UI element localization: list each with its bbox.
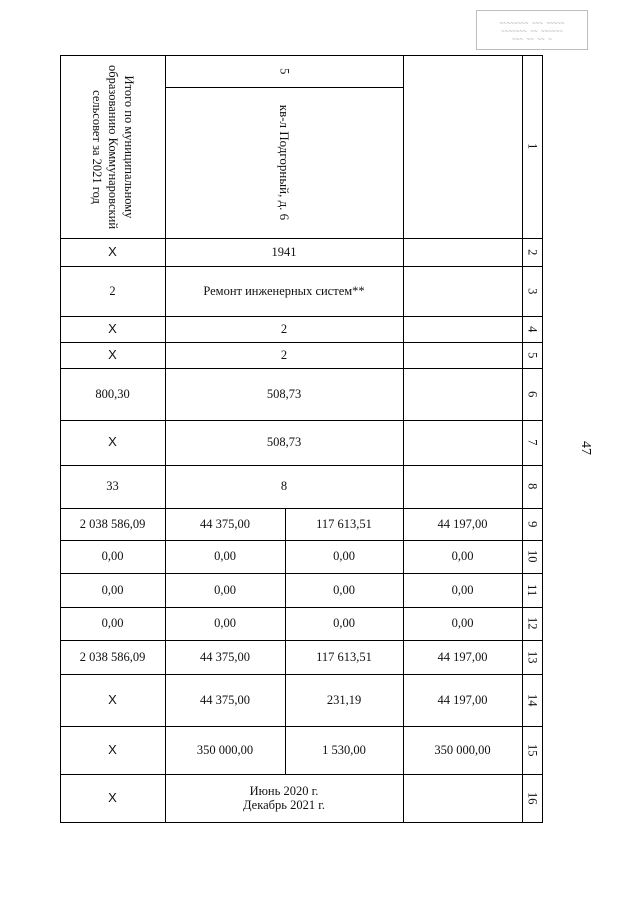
column-number-text: 2 [525, 248, 540, 256]
item-c10-a: 44 375,00 [200, 516, 250, 531]
column-number-text: 11 [525, 583, 540, 597]
total-c15: Х [108, 691, 117, 707]
item-c13-a: 0,00 [214, 616, 236, 631]
item-c12-b: 0,00 [333, 582, 355, 597]
column-number [522, 573, 542, 607]
column-number-text: 16 [525, 791, 540, 805]
column-number [522, 726, 542, 774]
column-number [522, 266, 542, 316]
item-c4: Ремонт инженерных систем** [203, 283, 365, 298]
total-c17: Х [108, 789, 117, 805]
total-c6: Х [108, 346, 117, 362]
table-col-border [542, 55, 543, 822]
item-c15-c: 44 197,00 [437, 692, 488, 707]
item-c10-b: 117 613,51 [316, 516, 372, 531]
column-number-text: 1 [525, 143, 540, 150]
item-c14-c: 44 197,00 [437, 649, 488, 664]
page-number: 47 [578, 441, 593, 455]
column-number [522, 342, 542, 368]
column-number-text: 4 [525, 325, 540, 333]
item-c14-b: 117 613,51 [316, 649, 372, 664]
column-number [522, 540, 542, 573]
column-number [522, 465, 542, 508]
item-c16-a: 350 000,00 [196, 742, 254, 757]
item-c7: 508,73 [266, 386, 302, 401]
total-c13: 0,00 [101, 616, 124, 631]
column-number [522, 640, 542, 674]
item-number [165, 55, 403, 87]
item-c13-c: 0,00 [451, 616, 474, 631]
total-c14: 2 038 586,09 [79, 649, 146, 664]
total-c7: 800,30 [95, 386, 130, 401]
item-c16-c: 350 000,00 [434, 742, 491, 757]
total-c11: 0,00 [101, 549, 124, 564]
total-c3: Х [108, 243, 117, 259]
item-c5: 2 [280, 321, 288, 336]
column-number [522, 420, 542, 465]
column-number-text: 10 [525, 550, 540, 563]
item-c11-a: 0,00 [214, 549, 236, 564]
total-c5: Х [108, 320, 117, 336]
total-c12: 0,00 [101, 582, 124, 597]
registration-stamp [476, 10, 588, 50]
total-c8: Х [108, 434, 117, 450]
column-number [522, 55, 542, 238]
column-number [522, 508, 542, 540]
item-c13-b: 0,00 [333, 616, 355, 631]
column-number [522, 774, 542, 822]
total-label-line: сельсовет за 2021 год [89, 89, 104, 204]
item-c10-c: 44 197,00 [437, 516, 488, 531]
item-c16-b: 1 530,00 [322, 742, 366, 757]
item-c14-a: 44 375,00 [200, 649, 250, 664]
table-row-border [60, 822, 543, 823]
stamp-line: ~~~~~ ~~~ ~~~~~~~~ [499, 19, 565, 26]
item-c17-line: Июнь 2020 г. [249, 783, 319, 798]
item-c11-b: 0,00 [333, 549, 355, 564]
item-c17-line: Декабрь 2021 г. [242, 798, 326, 812]
total-c10: 2 038 586,09 [79, 516, 146, 531]
column-number [522, 607, 542, 640]
column-number-text: 7 [525, 439, 540, 446]
total-c4: 2 [109, 283, 116, 298]
total-label-line: Итого по муниципальному [121, 75, 136, 218]
item-c3: 1941 [271, 244, 297, 259]
item-address [165, 87, 403, 238]
item-c12-c: 0,00 [451, 582, 474, 597]
column-number-text: 14 [525, 693, 540, 707]
column-number-text: 5 [525, 351, 540, 359]
item-c9: 8 [280, 479, 288, 494]
column-number-text: 15 [525, 743, 540, 757]
item-c8: 508,73 [266, 435, 302, 450]
column-number [522, 368, 542, 420]
column-number [522, 316, 542, 342]
item-c15-a: 44 375,00 [200, 692, 250, 707]
item-c6: 2 [280, 347, 288, 362]
total-c9: 33 [106, 479, 119, 494]
item-number-text: 5 [277, 67, 292, 75]
item-c17 [165, 774, 403, 822]
total-label-line: образованию Коммунаровский [105, 64, 120, 229]
column-number-text: 8 [525, 483, 540, 490]
total-row-label [60, 55, 165, 238]
column-number-text: 6 [525, 390, 540, 398]
column-number-text: 13 [525, 650, 540, 664]
column-number-text: 3 [525, 287, 540, 295]
column-number [522, 674, 542, 726]
column-number [522, 238, 542, 266]
total-c16: Х [108, 741, 117, 757]
item-c11-c: 0,00 [451, 549, 474, 564]
column-number-text: 12 [525, 617, 540, 630]
item-address-text: кв-л Подгорный, д. 6 [277, 104, 293, 221]
item-c15-b: 231,19 [326, 692, 362, 707]
item-c12-a: 0,00 [214, 582, 236, 597]
stamp-line: ~ ~~ ~~ ~~~ [512, 35, 552, 42]
column-number-text: 9 [525, 520, 540, 528]
stamp-line: ~~~~~~ ~~ ~~~~~~~ [501, 27, 563, 34]
